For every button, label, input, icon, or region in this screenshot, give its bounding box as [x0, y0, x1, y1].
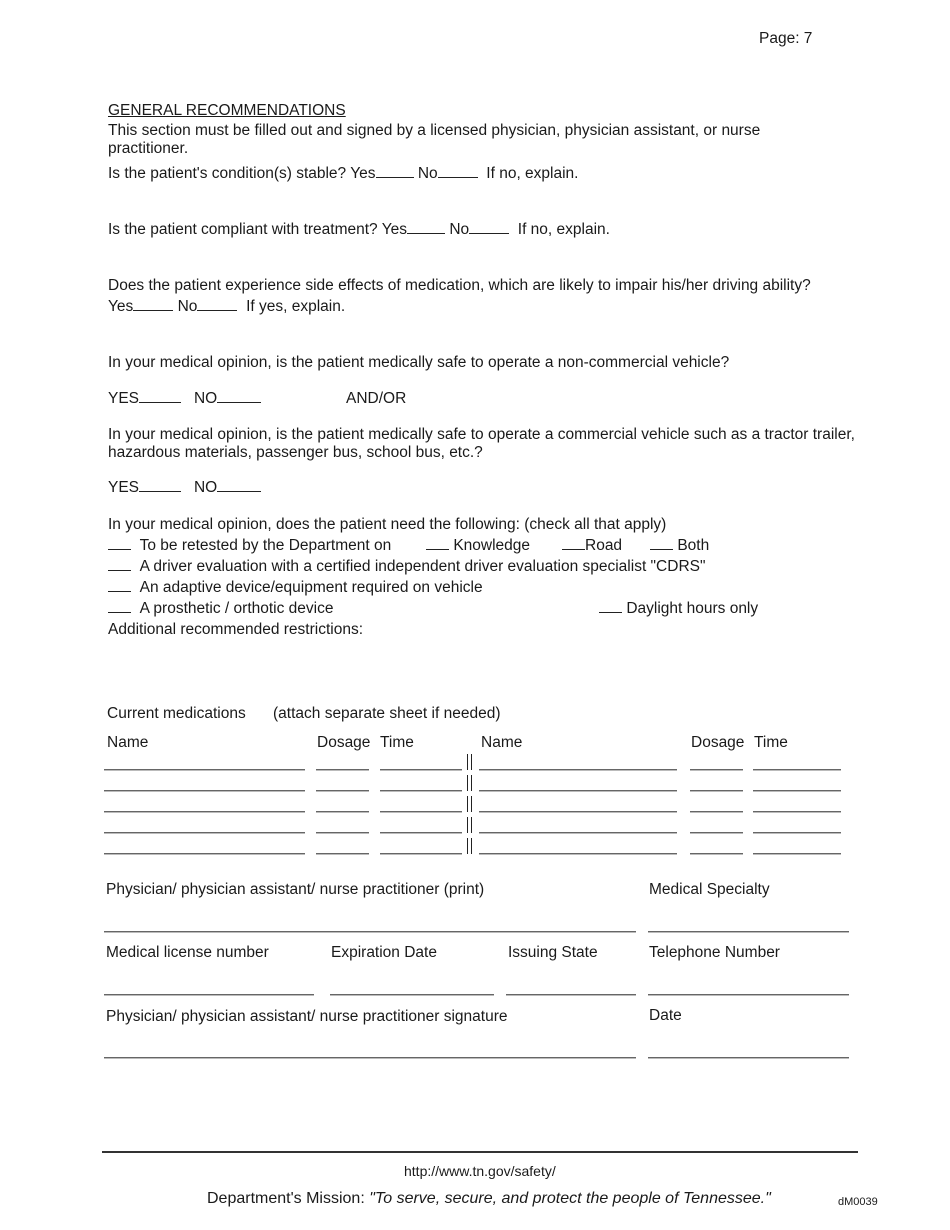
- med-col-time-right: Time: [754, 734, 788, 751]
- both-option: [650, 537, 709, 555]
- footer-divider: [102, 1151, 858, 1153]
- both-label: Both: [677, 537, 710, 554]
- medication-entry-line[interactable]: [753, 853, 841, 855]
- and-or-label: AND/OR: [346, 390, 407, 407]
- specialty-field[interactable]: [648, 931, 849, 933]
- explain-label: If yes, explain.: [246, 298, 346, 315]
- section-intro: This section must be filled out and signed by a licensed physician, physician assistant, or nurse practitioner.: [108, 122, 761, 157]
- question-noncommercial: In your medical opinion, is the patient medically safe to operate a non-commercial vehicle?: [108, 354, 730, 371]
- no-blank[interactable]: [469, 232, 509, 234]
- medications-note: (attach separate sheet if needed): [273, 705, 501, 722]
- expiration-field[interactable]: [330, 994, 494, 996]
- adaptive-row: [108, 579, 483, 597]
- medication-entry-line[interactable]: [690, 832, 743, 834]
- retest-label: To be retested by the Department on: [139, 537, 392, 554]
- medication-entry-line[interactable]: [753, 769, 841, 771]
- evaluation-label: A driver evaluation with a certified independent driver evaluation specialist "CDRS": [139, 558, 706, 575]
- medication-entry-line[interactable]: [479, 811, 677, 813]
- medication-entry-line[interactable]: [104, 769, 305, 771]
- medication-entry-line[interactable]: [380, 790, 462, 792]
- yes-blank[interactable]: [376, 176, 414, 178]
- yes-blank[interactable]: [407, 232, 445, 234]
- mission-text: "To serve, secure, and protect the people of Tennessee.": [369, 1190, 771, 1207]
- evaluation-row: [108, 558, 705, 576]
- explain-label: If no, explain.: [486, 165, 579, 182]
- medication-entry-line[interactable]: [753, 832, 841, 834]
- phone-field[interactable]: [648, 994, 849, 996]
- section-title: GENERAL RECOMMENDATIONS: [108, 102, 346, 119]
- retest-checkbox[interactable]: [108, 548, 131, 550]
- column-divider: [471, 838, 472, 854]
- side-effects-answers: [108, 298, 345, 316]
- yes-label: Yes: [350, 165, 376, 182]
- medication-entry-line[interactable]: [104, 790, 305, 792]
- medication-entry-line[interactable]: [690, 853, 743, 855]
- med-col-name-left: Name: [107, 734, 149, 751]
- knowledge-checkbox[interactable]: [426, 548, 449, 550]
- column-divider: [467, 775, 468, 791]
- no-label: No: [177, 298, 198, 315]
- license-label: Medical license number: [106, 944, 269, 961]
- medication-entry-line[interactable]: [316, 832, 369, 834]
- med-col-dosage-left: Dosage: [317, 734, 371, 751]
- column-divider: [467, 754, 468, 770]
- medication-entry-line[interactable]: [479, 769, 677, 771]
- medication-entry-line[interactable]: [690, 769, 743, 771]
- medication-entry-line[interactable]: [380, 853, 462, 855]
- page-number: Page: 7: [759, 30, 813, 47]
- prosthetic-label: A prosthetic / orthotic device: [139, 600, 334, 617]
- physician-name-field[interactable]: [104, 931, 636, 933]
- column-divider: [471, 775, 472, 791]
- yes-blank[interactable]: [139, 490, 181, 492]
- no-blank[interactable]: [197, 309, 237, 311]
- med-col-name-right: Name: [481, 734, 523, 751]
- column-divider: [471, 796, 472, 812]
- signature-label: Physician/ physician assistant/ nurse practitioner signature: [106, 1008, 508, 1025]
- column-divider: [467, 838, 468, 854]
- medication-entry-line[interactable]: [753, 790, 841, 792]
- date-label: Date: [649, 1007, 682, 1024]
- footer-url[interactable]: http://www.tn.gov/safety/: [404, 1163, 556, 1179]
- yes-label: YES: [108, 390, 140, 407]
- prosthetic-row: [108, 600, 333, 618]
- yes-blank[interactable]: [133, 309, 173, 311]
- no-label: No: [449, 221, 470, 238]
- knowledge-option: [426, 537, 530, 555]
- prosthetic-checkbox[interactable]: [108, 611, 131, 613]
- question-condition-stable: [108, 165, 578, 183]
- road-option: [562, 537, 622, 555]
- both-checkbox[interactable]: [650, 548, 673, 550]
- medications-label: Current medications: [107, 705, 246, 722]
- no-label: NO: [193, 479, 218, 496]
- adaptive-checkbox[interactable]: [108, 590, 131, 592]
- specialty-label: Medical Specialty: [649, 881, 770, 898]
- column-divider: [471, 754, 472, 770]
- road-label: Road: [585, 537, 623, 554]
- yes-label: Yes: [381, 221, 407, 238]
- medication-entry-line[interactable]: [380, 769, 462, 771]
- medication-entry-line[interactable]: [479, 832, 677, 834]
- question-compliant: [108, 221, 610, 239]
- physician-print-label: Physician/ physician assistant/ nurse practitioner (print): [106, 881, 485, 898]
- column-divider: [467, 817, 468, 833]
- column-divider: [471, 817, 472, 833]
- needs-question: In your medical opinion, does the patient need the following: (check all that apply): [108, 516, 667, 533]
- signature-field[interactable]: [104, 1057, 636, 1059]
- state-label: Issuing State: [508, 944, 598, 961]
- form-code: dM0039: [838, 1196, 878, 1208]
- medication-entry-line[interactable]: [380, 811, 462, 813]
- medication-entry-line[interactable]: [104, 811, 305, 813]
- question-text: Is the patient's condition(s) stable?: [108, 165, 347, 182]
- mission-label: Department's Mission:: [207, 1190, 365, 1207]
- medication-entry-line[interactable]: [316, 811, 369, 813]
- road-checkbox[interactable]: [562, 548, 585, 550]
- mission-statement: [207, 1190, 771, 1208]
- state-field[interactable]: [506, 994, 636, 996]
- no-blank[interactable]: [438, 176, 478, 178]
- medication-entry-line[interactable]: [104, 853, 305, 855]
- medication-entry-line[interactable]: [380, 832, 462, 834]
- noncommercial-answers: [108, 390, 261, 408]
- no-blank[interactable]: [217, 401, 261, 403]
- medication-entry-line[interactable]: [479, 853, 677, 855]
- no-blank[interactable]: [217, 490, 261, 492]
- question-commercial: In your medical opinion, is the patient medically safe to operate a commercial vehicle such as a tractor trailer, hazardous materials, passenger bus, school bus, etc.?: [108, 426, 855, 461]
- daylight-row: [599, 600, 758, 618]
- medication-entry-line[interactable]: [104, 832, 305, 834]
- knowledge-label: Knowledge: [453, 537, 531, 554]
- date-field[interactable]: [648, 1057, 849, 1059]
- medication-entry-line[interactable]: [479, 790, 677, 792]
- daylight-label: Daylight hours only: [626, 600, 759, 617]
- expiration-label: Expiration Date: [331, 944, 437, 961]
- question-text: Is the patient compliant with treatment?: [108, 221, 378, 238]
- retest-row: [108, 537, 391, 555]
- phone-label: Telephone Number: [649, 944, 780, 961]
- medication-entry-line[interactable]: [690, 811, 743, 813]
- yes-label: YES: [108, 479, 140, 496]
- medication-entry-line[interactable]: [316, 790, 369, 792]
- evaluation-checkbox[interactable]: [108, 569, 131, 571]
- license-field[interactable]: [104, 994, 314, 996]
- question-side-effects: Does the patient experience side effects of medication, which are likely to impair his/her driving ability?: [108, 277, 811, 294]
- explain-label: If no, explain.: [517, 221, 610, 238]
- medication-entry-line[interactable]: [316, 853, 369, 855]
- medication-entry-line[interactable]: [753, 811, 841, 813]
- yes-blank[interactable]: [139, 401, 181, 403]
- column-divider: [467, 796, 468, 812]
- medication-entry-line[interactable]: [690, 790, 743, 792]
- commercial-answers: [108, 479, 261, 497]
- adaptive-label: An adaptive device/equipment required on vehicle: [139, 579, 483, 596]
- additional-restrictions-label: Additional recommended restrictions:: [108, 621, 364, 638]
- medication-entry-line[interactable]: [316, 769, 369, 771]
- no-label: NO: [193, 390, 218, 407]
- daylight-checkbox[interactable]: [599, 611, 622, 613]
- med-col-time-left: Time: [380, 734, 414, 751]
- med-col-dosage-right: Dosage: [691, 734, 745, 751]
- yes-label: Yes: [108, 298, 134, 315]
- no-label: No: [417, 165, 438, 182]
